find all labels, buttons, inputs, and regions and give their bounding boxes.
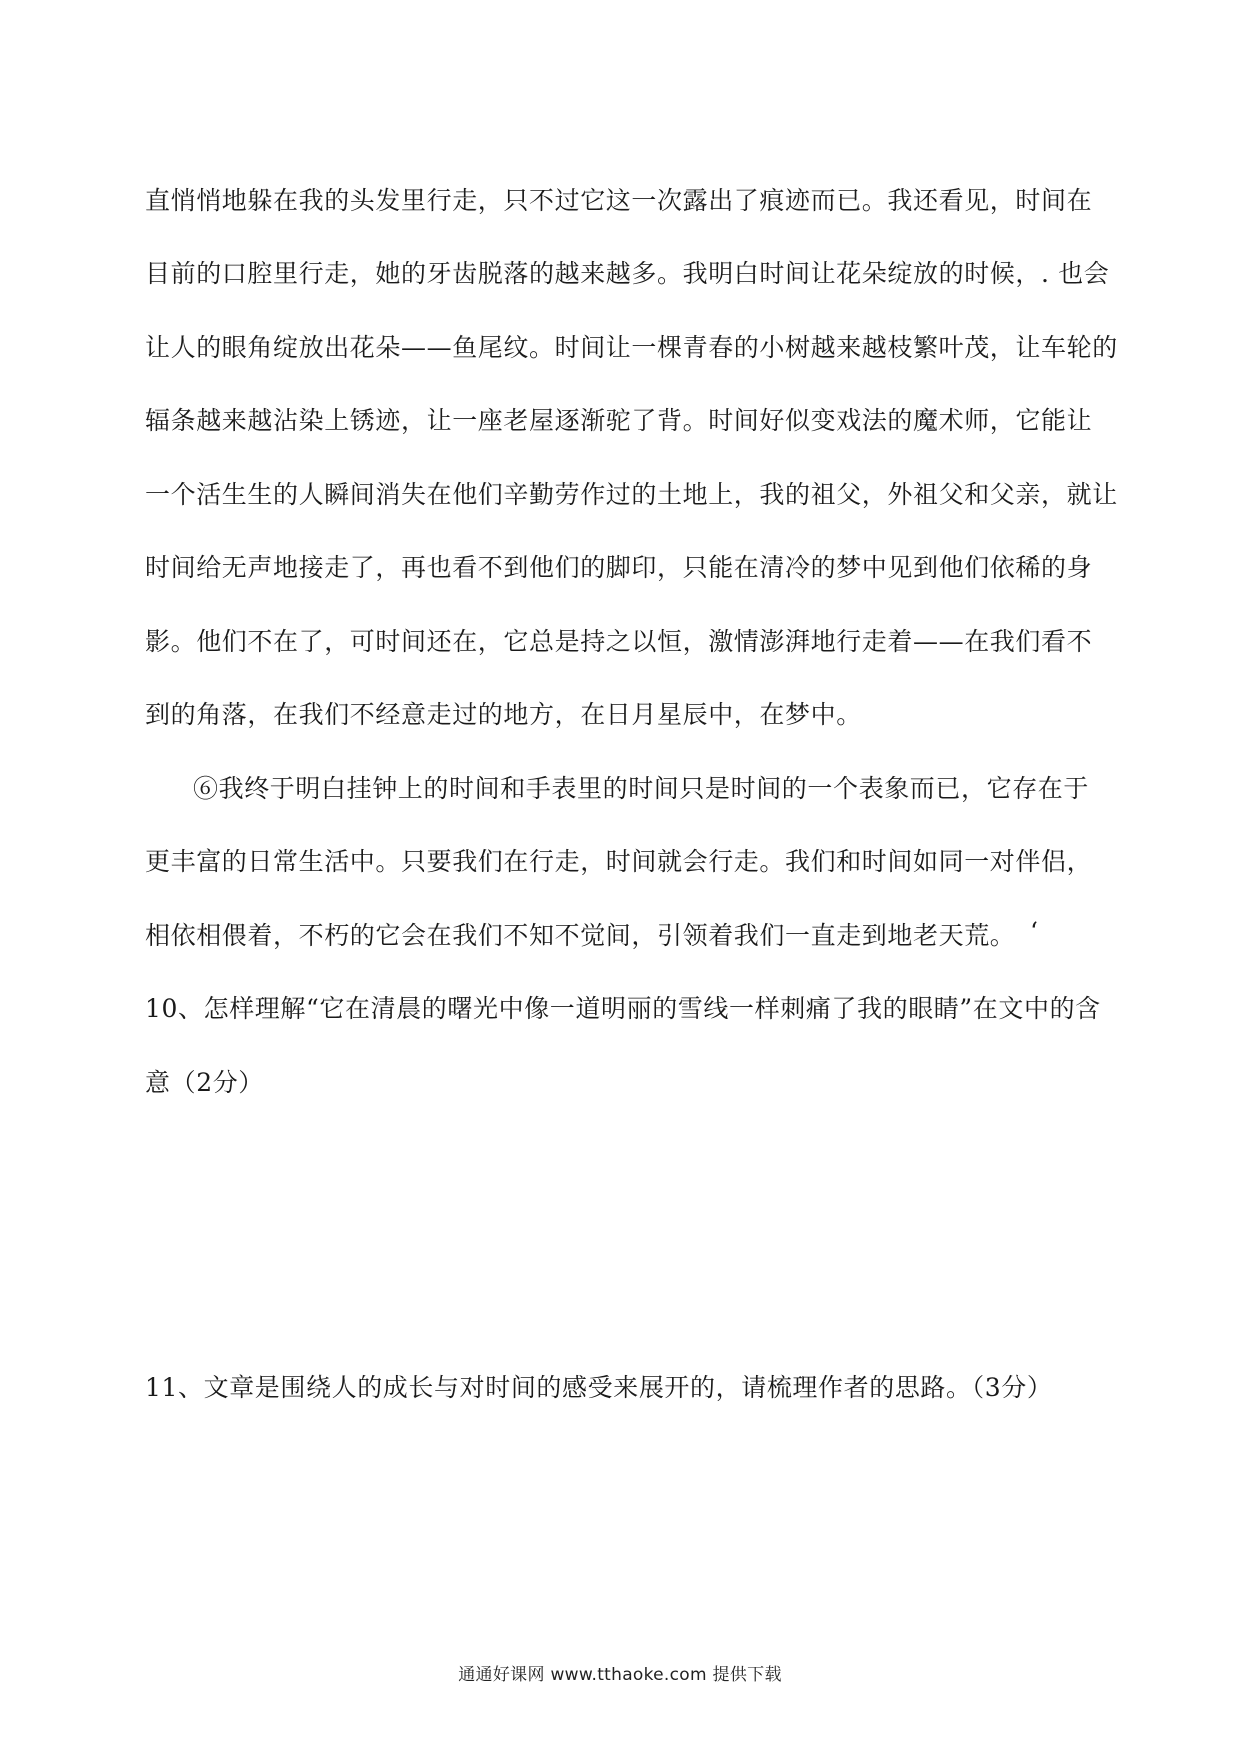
passage-line-1: 直悄悄地躲在我的头发里行走，只不过它这一次露出了痕迹而已。我还看见，时间在 bbox=[145, 186, 1093, 215]
passage-line-4: 辐条越来越沾染上锈迹，让一座老屋逐渐驼了背。时间好似变戏法的魔术师，它能让 bbox=[145, 406, 1093, 435]
paragraph-6-line-3: 相依相偎着，不朽的它会在我们不知不觉间，引领着我们一直走到地老天荒。 bbox=[145, 921, 1016, 950]
passage-line-3: 让人的眼角绽放出花朵——鱼尾纹。时间让一棵青春的小树越来越枝繁叶茂，让车轮的 bbox=[145, 333, 1118, 362]
passage-line-7: 影。他们不在了，可时间还在，它总是持之以恒，激情澎湃地行走着——在我们看不 bbox=[145, 627, 1093, 656]
footer-download-note: 通通好课网 www.tthaoke.com 提供下载 bbox=[458, 1665, 782, 1685]
question-11: 11、文章是围绕人的成长与对时间的感受来展开的，请梳理作者的思路。（3分） bbox=[145, 1373, 1053, 1402]
question-10-line-1: 10、怎样理解“它在清晨的曙光中像一道明丽的雪线一样刺痛了我的眼睛”在文中的含 bbox=[145, 994, 1101, 1023]
stray-quote-mark: ‘ bbox=[1030, 917, 1038, 946]
passage-line-5: 一个活生生的人瞬间消失在他们辛勤劳作过的土地上，我的祖父，外祖父和父亲，就让 bbox=[145, 480, 1118, 509]
passage-line-8: 到的角落，在我们不经意走过的地方，在日月星辰中，在梦中。 bbox=[145, 700, 862, 729]
question-10-line-2: 意（2分） bbox=[145, 1068, 264, 1097]
passage-line-2: 目前的口腔里行走，她的牙齿脱落的越来越多。我明白时间让花朵绽放的时候，. 也会 bbox=[145, 259, 1110, 288]
passage-line-6: 时间给无声地接走了，再也看不到他们的脚印，只能在清冷的梦中见到他们依稀的身 bbox=[145, 553, 1093, 582]
paragraph-6-line-2: 更丰富的日常生活中。只要我们在行走，时间就会行走。我们和时间如同一对伴侣， bbox=[145, 847, 1093, 876]
paragraph-6-line-1: ⑥我终于明白挂钟上的时间和手表里的时间只是时间的一个表象而已，它存在于 bbox=[193, 774, 1090, 803]
